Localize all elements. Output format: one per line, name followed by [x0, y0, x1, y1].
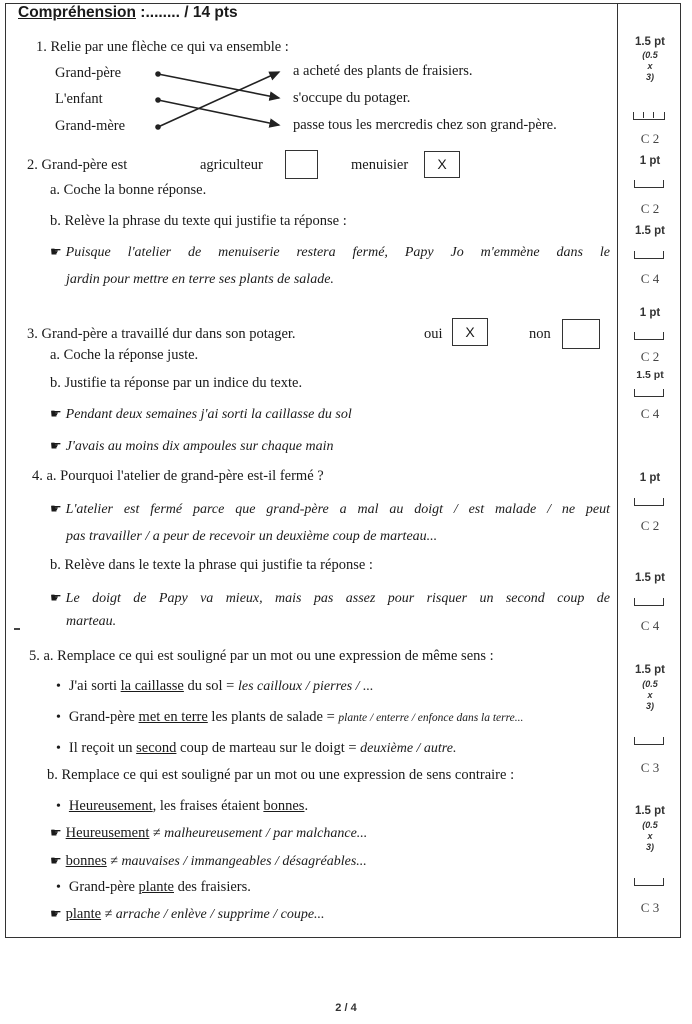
- bullet-icon: •: [56, 710, 61, 725]
- q1-left-item: Grand-mère: [55, 118, 126, 134]
- q2-instruction-b: b. Relève la phrase du texte qui justifie ta réponse :: [50, 213, 347, 229]
- score-detail: (0.5: [642, 820, 658, 830]
- score-detail: 3): [645, 842, 654, 852]
- q3-option-label: oui: [424, 326, 443, 342]
- q2-answer-line: ☛ Puisque l'atelier de menuiserie restera fermé, Papy Jo m'emmène dans le: [50, 244, 610, 260]
- bullet-icon: •: [56, 679, 61, 694]
- q3-option-label: non: [529, 326, 551, 342]
- pointing-hand-icon: ☛: [50, 438, 62, 453]
- competence-code: C 2: [640, 131, 660, 146]
- score-points: 1.5 pt: [634, 36, 666, 48]
- score-bracket[interactable]: [634, 332, 664, 340]
- match-arrow: [158, 74, 279, 98]
- section-points: :........ / 14 pts: [135, 4, 238, 21]
- bullet-icon: •: [56, 741, 61, 756]
- q2-option-label: menuisier: [351, 157, 409, 173]
- score-bracket[interactable]: [634, 389, 664, 397]
- competence-code: C 4: [640, 618, 660, 633]
- q1-right-item: s'occupe du potager.: [293, 90, 411, 106]
- q4-question-a: 4. a. Pourquoi l'atelier de grand-père est-il fermé ?: [32, 468, 324, 484]
- q1-left-item: L'enfant: [55, 91, 103, 107]
- score-points: 1.5 pt: [634, 805, 666, 817]
- q5b-answer: ☛ bonnes ≠ mauvaises / immangeables / désagréables...: [50, 853, 367, 869]
- q2-option-label: agriculteur: [200, 157, 263, 173]
- q3-instruction-b: b. Justifie ta réponse par un indice du texte.: [50, 375, 303, 391]
- q1-matching-arrows: [0, 0, 692, 160]
- q1-prompt: 1. Relie par une flèche ce qui va ensemble :: [36, 39, 289, 55]
- competence-code: C 2: [640, 518, 660, 533]
- q4-answer-a-cont: pas travailler / a peur de recevoir un deuxième coup de marteau...: [66, 529, 438, 544]
- q5a-item: • J'ai sorti la caillasse du sol = les cailloux / pierres / ...: [56, 678, 374, 694]
- q4-answer-b: ☛ Le doigt de Papy va mieux, mais pas assez pour risquer un second coup de: [50, 590, 610, 606]
- competence-code: C 4: [640, 406, 660, 421]
- q4-answer-b-cont: marteau.: [66, 614, 117, 629]
- score-bracket[interactable]: [633, 112, 665, 120]
- pointing-hand-icon: ☛: [50, 406, 62, 421]
- q4-answer-a: ☛ L'atelier est fermé parce que grand-père a mal au doigt / est malade / ne peut: [50, 501, 610, 517]
- score-bracket[interactable]: [634, 180, 664, 188]
- bullet-icon: •: [56, 880, 61, 895]
- competence-code: C 4: [640, 271, 660, 286]
- score-points: 1.5 pt: [634, 225, 666, 237]
- score-detail: x: [647, 61, 653, 71]
- q3-prompt: 3. Grand-père a travaillé dur dans son potager.: [27, 326, 296, 342]
- q3-answer: ☛ J'avais au moins dix ampoules sur chaque main: [50, 438, 334, 454]
- pointing-hand-icon: ☛: [50, 853, 62, 868]
- q3-checkbox-non[interactable]: [562, 319, 600, 349]
- competence-code: C 2: [640, 201, 660, 216]
- pointing-hand-icon: ☛: [50, 244, 62, 259]
- q1-right-item: a acheté des plants de fraisiers.: [293, 63, 473, 79]
- q5a-item: • Grand-père met en terre les plants de salade = plante / enterre / enfonce dans la terre...: [56, 709, 524, 725]
- section-title: Compréhension: [18, 4, 136, 21]
- score-bracket[interactable]: [634, 598, 664, 606]
- q3-instruction-a: a. Coche la réponse juste.: [50, 347, 199, 363]
- pointing-hand-icon: ☛: [50, 906, 62, 921]
- q2-instruction-a: a. Coche la bonne réponse.: [50, 182, 207, 198]
- score-detail: 3): [645, 701, 654, 711]
- score-points: 1.5 pt: [634, 664, 666, 676]
- score-bracket[interactable]: [634, 498, 664, 506]
- score-detail: (0.5: [642, 679, 658, 689]
- score-bracket[interactable]: [634, 251, 664, 259]
- match-arrow: [158, 100, 279, 125]
- score-points: 1 pt: [639, 307, 661, 319]
- q2-checkbox-agriculteur[interactable]: [285, 150, 318, 179]
- q2-checkbox-menuisier[interactable]: X: [424, 151, 460, 178]
- q1-left-item: Grand-père: [55, 65, 122, 81]
- q3-answer: ☛ Pendant deux semaines j'ai sorti la caillasse du sol: [50, 406, 352, 422]
- q5a-item: • Il reçoit un second coup de marteau sur le doigt = deuxième / autre.: [56, 740, 457, 756]
- score-detail: x: [647, 690, 653, 700]
- scan-mark: [14, 628, 20, 630]
- q5-question-b: b. Remplace ce qui est souligné par un mot ou une expression de sens contraire :: [47, 767, 515, 783]
- pointing-hand-icon: ☛: [50, 501, 62, 516]
- score-detail: (0.5: [642, 50, 658, 60]
- score-points: 1 pt: [639, 472, 661, 484]
- score-points: 1.5 pt: [636, 369, 664, 381]
- pointing-hand-icon: ☛: [50, 590, 62, 605]
- q1-right-item: passe tous les mercredis chez son grand-père.: [293, 117, 557, 133]
- q2-answer-line: jardin pour mettre en terre ses plants de salade.: [66, 272, 334, 287]
- competence-code: C 3: [640, 760, 660, 775]
- q5b-sentence: • Grand-père plante des fraisiers.: [56, 879, 251, 895]
- score-bracket[interactable]: [634, 737, 664, 745]
- competence-code: C 2: [640, 349, 660, 364]
- q4-question-b: b. Relève dans le texte la phrase qui justifie ta réponse :: [50, 557, 373, 573]
- competence-code: C 3: [640, 900, 660, 915]
- score-points: 1 pt: [639, 155, 661, 167]
- q2-prompt: 2. Grand-père est: [27, 157, 128, 173]
- score-detail: 3): [645, 72, 654, 82]
- score-detail: x: [647, 831, 653, 841]
- page-number: 2 / 4: [335, 1002, 357, 1014]
- q5b-answer: ☛ plante ≠ arrache / enlève / supprime / coupe...: [50, 906, 325, 922]
- q5b-sentence: • Heureusement, les fraises étaient bonnes.: [56, 798, 309, 814]
- bullet-icon: •: [56, 799, 61, 814]
- score-points: 1.5 pt: [634, 572, 666, 584]
- q5-question-a: 5. a. Remplace ce qui est souligné par un mot ou une expression de même sens :: [29, 648, 494, 664]
- match-arrow: [158, 72, 279, 127]
- q5b-answer: ☛ Heureusement ≠ malheureusement / par malchance...: [50, 825, 368, 841]
- pointing-hand-icon: ☛: [50, 825, 62, 840]
- score-bracket[interactable]: [634, 878, 664, 886]
- q3-checkbox-oui[interactable]: X: [452, 318, 488, 346]
